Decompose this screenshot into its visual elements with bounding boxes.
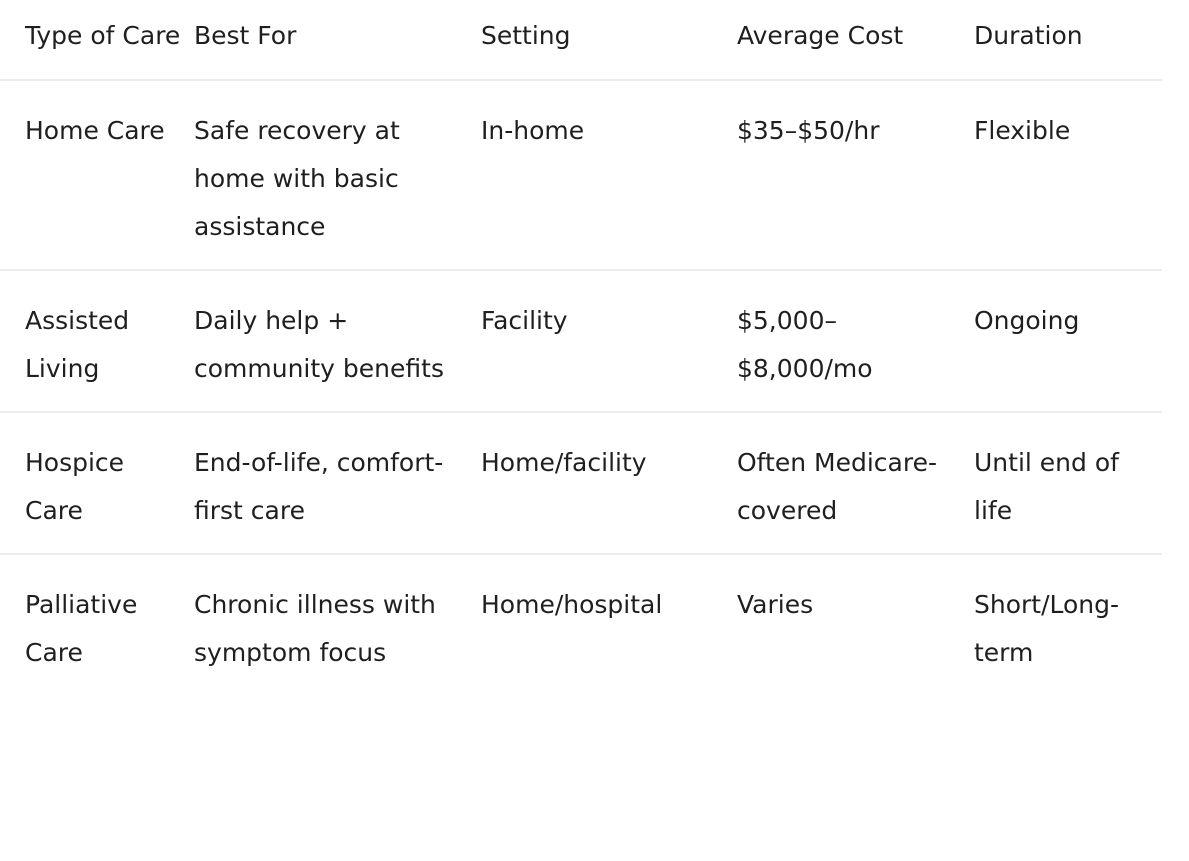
cell-duration: Ongoing <box>974 306 1080 335</box>
table-row <box>0 554 1162 695</box>
cell-duration: Short/Long-term <box>974 590 1120 667</box>
cell-setting: Home/hospital <box>481 590 663 619</box>
header-average-cost: Average Cost <box>737 21 904 50</box>
cell-average-cost: Varies <box>737 590 814 619</box>
cell-type-of-care: Hospice Care <box>25 448 125 525</box>
cell-setting: In-home <box>481 116 585 145</box>
cell-setting: Home/facility <box>481 448 647 477</box>
cell-setting: Facility <box>481 306 568 335</box>
header-type-of-care: Type of Care <box>25 21 181 50</box>
cell-type-of-care: Assisted Living <box>25 306 130 383</box>
table-row <box>0 270 1162 412</box>
header-setting: Setting <box>481 21 571 50</box>
table-row <box>0 412 1162 554</box>
cell-type-of-care: Palliative Care <box>25 590 138 667</box>
cell-duration: Until end of life <box>974 448 1119 525</box>
cell-average-cost: $5,000–$8,000/mo <box>737 306 873 383</box>
cell-best-for: End-of-life, comfort-first care <box>194 448 444 525</box>
header-row <box>0 0 1162 80</box>
cell-duration: Flexible <box>974 116 1071 145</box>
table-row <box>0 80 1162 270</box>
cell-best-for: Safe recovery at home with basic assistance <box>194 116 400 241</box>
cell-average-cost: Often Medicare-covered <box>737 448 937 525</box>
cell-type-of-care: Home Care <box>25 116 165 145</box>
cell-best-for: Chronic illness with symptom focus <box>194 590 436 667</box>
header-duration: Duration <box>974 21 1083 50</box>
table-header <box>0 0 1162 80</box>
header-best-for: Best For <box>194 21 297 50</box>
cell-best-for: Daily help + community benefits <box>194 306 444 383</box>
table-body <box>0 80 1162 695</box>
cell-average-cost: $35–$50/hr <box>737 116 880 145</box>
